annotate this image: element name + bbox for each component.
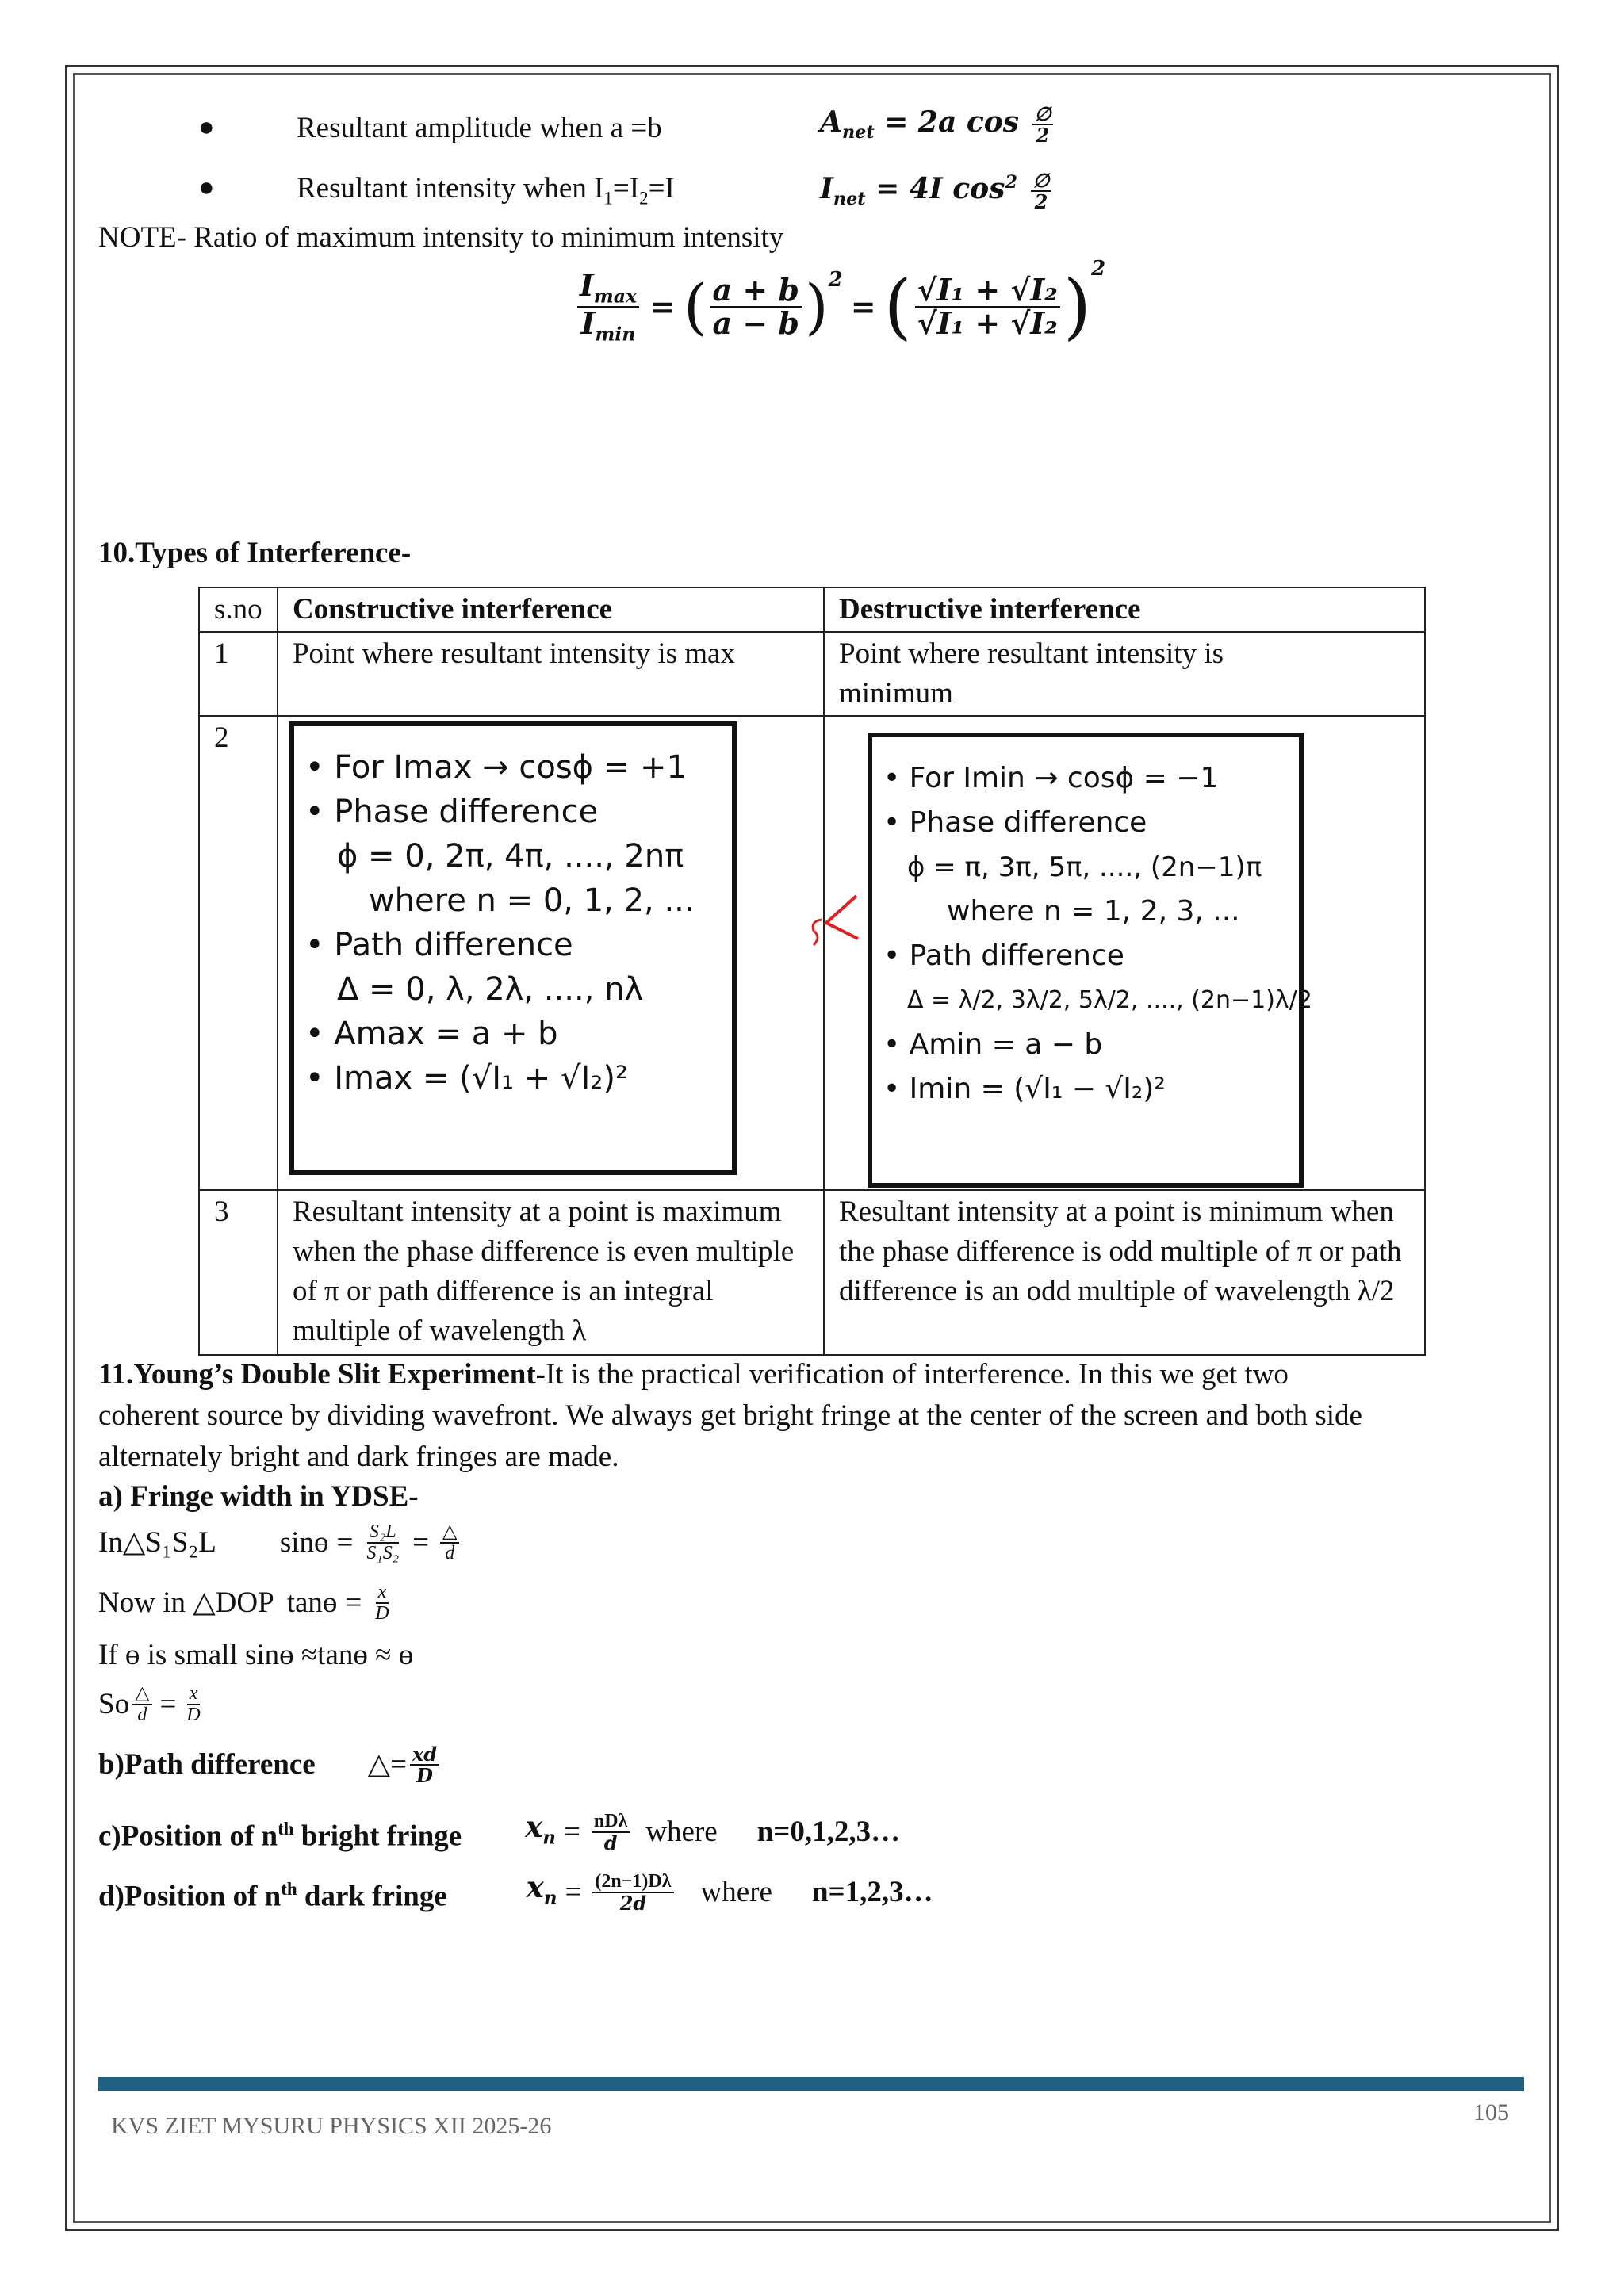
path-difference: b)Path difference △= $\frac{xd}{D}$ [98, 1744, 442, 1785]
footer-rule [98, 2077, 1524, 2091]
table-cell-destructive-handwritten [824, 716, 1425, 1190]
red-checkmark-annotation [809, 891, 863, 947]
ydse-paragraph-line1: 11.Young’s Double Slit Experiment-It is the practical verification of interference. In this we get two [98, 1358, 1289, 1391]
table-row [199, 1190, 1425, 1355]
note-text: NOTE- Ratio of maximum intensity to minimum intensity [98, 221, 784, 254]
table-cell-sno: 2 [199, 716, 278, 1190]
section-heading-types-of-interference: 10.Types of Interference- [98, 537, 412, 569]
table-row [199, 632, 1425, 716]
bullet-intensity-text: Resultant intensity when $I_1=I_2=I$ [297, 172, 675, 209]
page-number: 105 [1473, 2099, 1509, 2126]
amplitude-formula: $A_{net} = 2a$ cos $\frac{\emptyset}{2}$ [820, 101, 1056, 153]
ydse-paragraph-line3: alternately bright and dark fringes are made. [98, 1441, 619, 1473]
table-cell-constructive: Point where resultant intensity is max [278, 632, 824, 716]
table-cell-sno: 1 [199, 632, 278, 716]
table-header-destructive: Destructive interference [824, 587, 1425, 632]
fringe-width-heading: a) Fringe width in YDSE- [98, 1480, 419, 1513]
table-cell-destructive: Resultant intensity at a point is minimum when the phase difference is odd multiple of π or path difference is an odd multiple of wavelength λ/2 [824, 1190, 1425, 1355]
table-header-constructive: Constructive interference [278, 587, 824, 632]
ydse-paragraph-line2: coherent source by dividing wavefront. We always get bright fringe at the center of the screen and both side [98, 1399, 1362, 1432]
bullet-dot: ● [198, 113, 215, 142]
table-cell-constructive: Resultant intensity at a point is maximum when the phase difference is even multiple of π or path difference is an integral multiple of wavelength λ [278, 1190, 824, 1355]
intensity-formula: $I_{net} = 4I$ $\cos^2$ $\frac{\emptyset}{2}$ [820, 162, 1055, 220]
table-cell-destructive: Point where resultant intensity is minimum [824, 632, 1425, 716]
footer-text: KVS ZIET MYSURU PHYSICS XII 2025-26 [111, 2113, 552, 2139]
table-header-row [199, 587, 1425, 632]
handwritten-notes-constructive: • For Imax → cosϕ = +1 • Phase difference ϕ = 0, 2π, 4π, ...., 2nπ where n = 0, 1, 2, ... • Path difference Δ = 0, λ, 2λ, ...., nλ • Amax = a + b • Imax = (√I₁ + √I₂)² [289, 721, 737, 1175]
bullet-amplitude-text: Resultant amplitude when a =b [297, 112, 662, 144]
bullet-dot: ● [198, 173, 215, 202]
small-angle-approximation: If ɵ is small sinɵ ≈tanɵ ≈ ɵ [98, 1639, 414, 1671]
table-header-sno: s.no [199, 587, 278, 632]
table-cell-constructive-handwritten [278, 716, 824, 1190]
table-row [199, 716, 1425, 1190]
interference-table [198, 587, 1426, 1356]
dark-fringe-position: d)Position of $n^{th}$ dark fringe $x_n$ = $\frac{(2n-1)D\lambda}{2d}$ where n=1,2,3… [98, 1869, 933, 1915]
handwritten-notes-destructive: • For Imin → cosϕ = −1 • Phase difference ϕ = π, 3π, 5π, ...., (2n−1)π where n = 1, 2, 3, ... • Path difference Δ = λ/2, 3λ/2, 5λ/2, ...., (2n−1)λ/2 • Amin = a − b • Imin = (√I₁ − √I₂)² [868, 733, 1304, 1188]
table-cell-sno: 3 [199, 1190, 278, 1355]
bright-fringe-position: c)Position of $n^{th}$ bright fringe $x_n$ = $\frac{\text{nDλ}}{d}$ where n=0,1,2,3… [98, 1809, 901, 1855]
eq-sin-theta: In△S₁S₂L sinɵ = $\frac{\text{S₂L}}{\text{S₁S₂}}$ = $\frac{\triangle}{d}$ [98, 1522, 462, 1563]
intensity-ratio-formula: $\frac{I_{max}}{I_{min}}$ = ( $\frac{a + b}{a - b}$ ) $^2$ = ( $\frac{\text{√I₁ + √I₂}}{\text{√I₁ + √I₂}}$ ) $^2$ [574, 270, 1105, 345]
eq-so: So $\frac{\triangle}{d}$ = $\frac{x}{D}$ [98, 1683, 201, 1726]
eq-tan-theta: Now in △DOP tanɵ = $\frac{x}{D}$ [98, 1582, 389, 1624]
